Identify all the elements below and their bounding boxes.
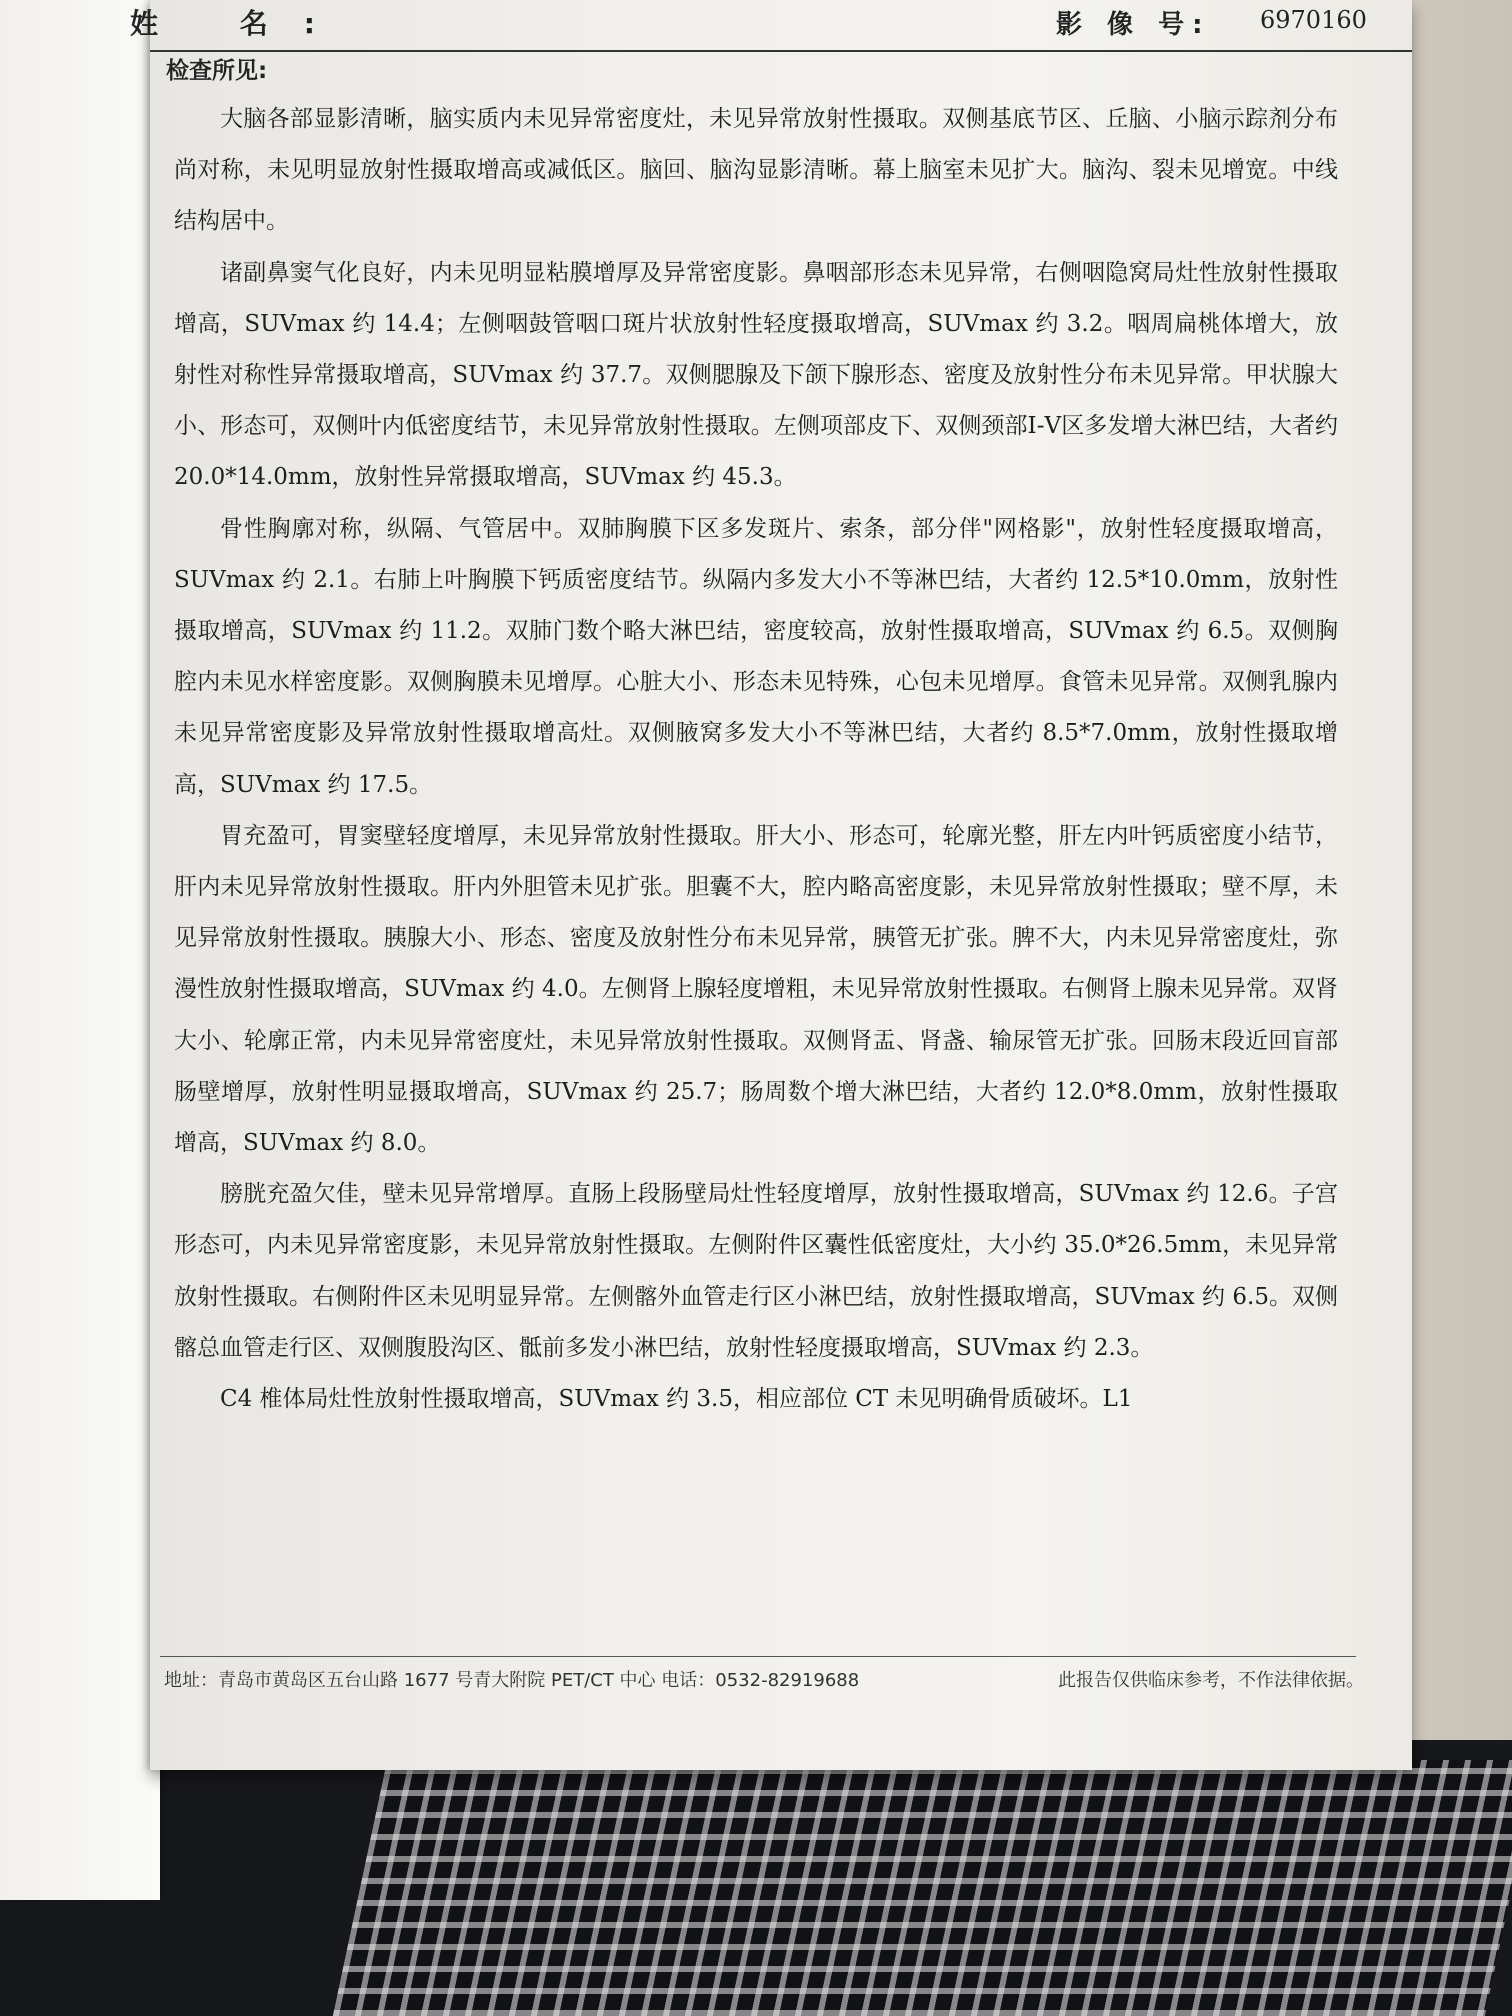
underlying-page [0, 0, 160, 1900]
paragraph-pelvis: 膀胱充盈欠佳，壁未见异常增厚。直肠上段肠壁局灶性轻度增厚，放射性摄取增高，SUVmax 约 12.6。子宫形态可，内未见异常密度影，未见异常放射性摄取。左侧附件区囊性低密度灶，大小约 35.0*26.5mm，未见异常放射性摄取。右侧附件区未见明显异常。左侧髂外血管走行区小淋巴结，放射性摄取增高，SUVmax 约 6.5。双侧髂总血管走行区、双侧腹股沟区、骶前多发小淋巴结，放射性轻度摄取增高，SUVmax 约 2.3。 [174, 1181, 1338, 1361]
image-number-value: 6970160 [1260, 6, 1367, 34]
paragraph-chest: 骨性胸廓对称，纵隔、气管居中。双肺胸膜下区多发斑片、索条，部分伴"网格影"，放射性轻度摄取增高，SUVmax 约 2.1。右肺上叶胸膜下钙质密度结节。纵隔内多发大小不等淋巴结，大者约 12.5*10.0mm，放射性摄取增高，SUVmax 约 11.2。双肺门数个略大淋巴结，密度较高，放射性摄取增高，SUVmax 约 6.5。双侧胸腔内未见水样密度影。双侧胸膜未见增厚。心脏大小、形态未见特殊，心包未见增厚。食管未见异常。双侧乳腺内未见异常密度影及异常放射性摄取增高灶。双侧腋窝多发大小不等淋巴结，大者约 8.5*7.0mm，放射性摄取增高，SUVmax 约 17.5。 [174, 515, 1338, 798]
paragraph-brain: 大脑各部显影清晰，脑实质内未见异常密度灶，未见异常放射性摄取。双侧基底节区、丘脑、小脑示踪剂分布尚对称，未见明显放射性摄取增高或减低区。脑回、脑沟显影清晰。幕上脑室未见扩大。脑沟、裂未见增宽。中线结构居中。 [174, 106, 1338, 235]
footer-disclaimer: 此报告仅供临床参考，不作法律依据。 [1058, 1670, 1364, 1691]
footer-address: 地址：青岛市黄岛区五台山路 1677 号青大附院 PET/CT 中心 电话：0532-82919688 [164, 1670, 860, 1691]
paragraph-head-neck: 诸副鼻窦气化良好，内未见明显粘膜增厚及异常密度影。鼻咽部形态未见异常，右侧咽隐窝局灶性放射性摄取增高，SUVmax 约 14.4；左侧咽鼓管咽口斑片状放射性轻度摄取增高，SUVmax 约 3.2。咽周扁桃体增大，放射性对称性异常摄取增高，SUVmax 约 37.7。双侧腮腺及下颌下腺形态、密度及放射性分布未见异常。甲状腺大小、形态可，双侧叶内低密度结节，未见异常放射性摄取。左侧项部皮下、双侧颈部Ⅰ-Ⅴ区多发增大淋巴结，大者约 20.0*14.0mm，放射性异常摄取增高，SUVmax 约 45.3。 [174, 259, 1338, 491]
background-plaid-fabric [333, 1760, 1512, 2016]
paragraph-abdomen: 胃充盈可，胃窦壁轻度增厚，未见异常放射性摄取。肝大小、形态可，轮廓光整，肝左内叶钙质密度小结节，肝内未见异常放射性摄取。肝内外胆管未见扩张。胆囊不大，腔内略高密度影，未见异常放射性摄取；壁不厚，未见异常放射性摄取。胰腺大小、形态、密度及放射性分布未见异常，胰管无扩张。脾不大，内未见异常密度灶，弥漫性放射性摄取增高，SUVmax 约 4.0。左侧肾上腺轻度增粗，未见异常放射性摄取。右侧肾上腺未见异常。双肾大小、轮廓正常，内未见异常密度灶，未见异常放射性摄取。双侧肾盂、肾盏、输尿管无扩张。回肠末段近回盲部肠壁增厚，放射性明显摄取增高，SUVmax 约 25.7；肠周数个增大淋巴结，大者约 12.0*8.0mm，放射性摄取增高，SUVmax 约 8.0。 [174, 822, 1338, 1157]
paragraph-bone: C4 椎体局灶性放射性摄取增高，SUVmax 约 3.5，相应部位 CT 未见明确骨质破坏。L1 [220, 1386, 1133, 1413]
patient-name-label: 姓 名: [130, 7, 351, 40]
report-header [130, 0, 1412, 52]
footer-divider [160, 1656, 1356, 1657]
image-number-label: 影 像 号: [1056, 10, 1211, 40]
findings-title: 检查所见: [166, 58, 268, 84]
findings-body [174, 94, 1338, 1425]
report-page [130, 0, 1412, 1770]
